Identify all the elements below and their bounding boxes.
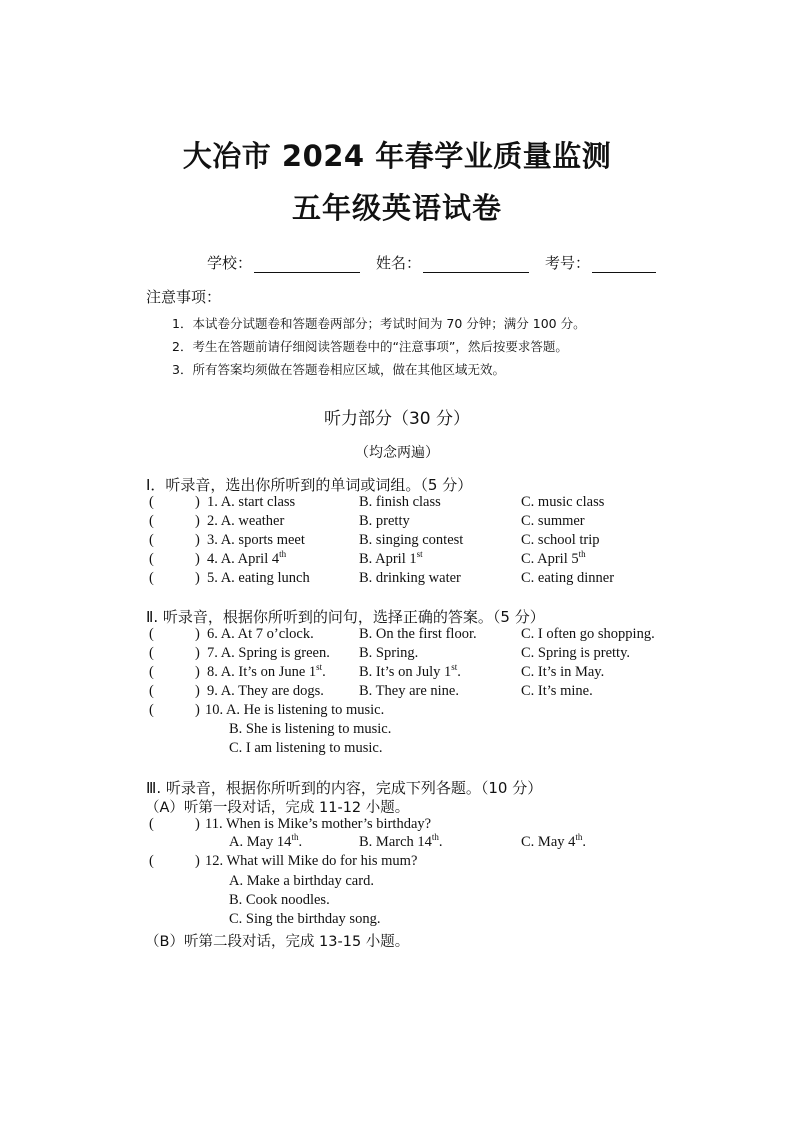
option-text: B. March 14 — [359, 834, 432, 850]
exam-number-blank[interactable] — [592, 256, 656, 273]
exam-number-label: 考号： — [545, 254, 591, 272]
ordinal-suffix: th — [575, 832, 583, 843]
ordinal-suffix: st — [416, 549, 423, 560]
option-c: C. school trip — [521, 532, 600, 548]
option-a: 7. A. Spring is green. — [207, 645, 330, 661]
option-b: B. Spring. — [359, 645, 419, 661]
listening-section-title: 听力部分（30 分） — [323, 409, 471, 429]
ordinal-suffix: th — [578, 549, 586, 560]
part3-heading: Ⅲ. 听录音，根据你所听到的内容，完成下列各题。（10 分） — [146, 779, 543, 797]
answer-paren-close: ) — [195, 664, 200, 680]
answer-paren-open[interactable]: ( — [149, 570, 154, 586]
option-b: B. finish class — [359, 494, 441, 510]
notes-heading: 注意事项： — [146, 288, 222, 306]
option-a: 10. A. He is listening to music. — [205, 702, 385, 718]
option-c: C. music class — [521, 494, 605, 510]
option-c: C. It’s in May. — [521, 664, 605, 680]
option-end: . — [457, 664, 461, 680]
answer-paren-open[interactable]: ( — [149, 532, 154, 548]
option-a: A. Make a birthday card. — [229, 873, 374, 889]
option-c: C. Spring is pretty. — [521, 645, 631, 661]
option-end: . — [438, 834, 443, 850]
option-c — [521, 551, 586, 568]
answer-paren-open[interactable]: ( — [149, 494, 154, 510]
listening-section-subtitle: （均念两遍） — [355, 445, 439, 461]
question-stem: 12. What will Mike do for his mum? — [205, 853, 418, 869]
option-b: B. She is listening to music. — [229, 721, 392, 737]
answer-paren-close: ) — [195, 702, 200, 718]
ordinal-suffix: th — [279, 549, 287, 560]
option-text: C. May 4 — [521, 834, 576, 850]
answer-paren-open[interactable]: ( — [149, 702, 154, 718]
option-a: 3. A. sports meet — [207, 532, 305, 548]
option-a: 9. A. They are dogs. — [207, 683, 324, 699]
answer-paren-open[interactable]: ( — [149, 551, 154, 567]
option-end: . — [322, 664, 326, 680]
exam-subtitle: 五年级英语试卷 — [291, 191, 502, 225]
option-b — [359, 834, 443, 851]
option-text: B. It’s on July 1 — [359, 664, 452, 680]
option-c: C. I often go shopping. — [521, 626, 655, 642]
answer-paren-open[interactable]: ( — [149, 816, 154, 832]
option-end: . — [298, 834, 303, 850]
question-stem: 11. When is Mike’s mother’s birthday? — [205, 816, 432, 832]
name-label: 姓名： — [376, 254, 422, 272]
name-blank[interactable] — [423, 256, 529, 273]
answer-paren-open[interactable]: ( — [149, 664, 154, 680]
exam-title: 大冶市 2024 年春学业质量监测 — [182, 139, 612, 173]
answer-paren-open[interactable]: ( — [149, 853, 154, 869]
answer-paren-close: ) — [195, 683, 200, 699]
candidate-info — [207, 252, 656, 273]
answer-paren-close: ) — [195, 645, 200, 661]
answer-paren-close: ) — [195, 626, 200, 642]
option-c: C. I am listening to music. — [229, 740, 383, 756]
ordinal-suffix: th — [291, 832, 299, 843]
part1-heading: Ⅰ．听录音，选出你所听到的单词或词组。（5 分） — [146, 476, 473, 494]
option-b: B. On the first floor. — [359, 626, 477, 642]
option-b: B. drinking water — [359, 570, 461, 586]
option-c: C. It’s mine. — [521, 683, 593, 699]
option-b: B. pretty — [359, 513, 410, 529]
answer-paren-open[interactable]: ( — [149, 683, 154, 699]
option-a: 6. A. At 7 o’clock. — [207, 626, 314, 642]
ordinal-suffix: st — [451, 662, 458, 673]
school-blank[interactable] — [254, 256, 360, 273]
note-item: 2．考生在答题前请仔细阅读答题卷中的“注意事项”，然后按要求答题。 — [172, 339, 568, 354]
answer-paren-close: ) — [195, 513, 200, 529]
option-c: C. eating dinner — [521, 570, 615, 586]
answer-paren-close: ) — [195, 816, 200, 832]
option-text: 8. A. It’s on June 1 — [207, 664, 317, 680]
option-text: C. April 5 — [521, 551, 579, 567]
option-a: 1. A. start class — [207, 494, 296, 510]
option-a — [207, 664, 326, 681]
option-c: C. summer — [521, 513, 585, 529]
dialogue-b-heading: （B）听第二段对话，完成 13-15 小题。 — [145, 934, 410, 950]
option-b: B. Cook noodles. — [229, 892, 330, 908]
part2-heading: Ⅱ. 听录音，根据你所听到的问句，选择正确的答案。（5 分） — [146, 608, 545, 626]
answer-paren-close: ) — [195, 532, 200, 548]
answer-paren-close: ) — [195, 853, 200, 869]
option-b: B. They are nine. — [359, 683, 459, 699]
option-c — [521, 834, 586, 851]
note-item: 1．本试卷分试题卷和答题卷两部分；考试时间为 70 分钟；满分 100 分。 — [172, 316, 586, 331]
option-c: C. Sing the birthday song. — [229, 911, 381, 927]
answer-paren-close: ) — [195, 551, 200, 567]
option-b — [359, 551, 423, 568]
answer-paren-open[interactable]: ( — [149, 626, 154, 642]
school-label: 学校： — [207, 254, 253, 272]
option-text: A. May 14 — [229, 834, 292, 850]
option-text: 4. A. April 4 — [207, 551, 280, 567]
answer-paren-close: ) — [195, 570, 200, 586]
option-a: 2. A. weather — [207, 513, 285, 529]
option-a: 5. A. eating lunch — [207, 570, 310, 586]
option-a — [207, 551, 286, 568]
option-text: B. April 1 — [359, 551, 417, 567]
answer-paren-open[interactable]: ( — [149, 513, 154, 529]
option-b — [359, 664, 461, 681]
ordinal-suffix: th — [431, 832, 439, 843]
option-end: . — [582, 834, 587, 850]
ordinal-suffix: st — [316, 662, 323, 673]
option-b: B. singing contest — [359, 532, 464, 548]
answer-paren-close: ) — [195, 494, 200, 510]
option-a — [229, 834, 302, 851]
note-item: 3．所有答案均须做在答题卷相应区域，做在其他区域无效。 — [172, 362, 505, 377]
dialogue-a-heading: （A）听第一段对话，完成 11-12 小题。 — [145, 800, 410, 816]
answer-paren-open[interactable]: ( — [149, 645, 154, 661]
